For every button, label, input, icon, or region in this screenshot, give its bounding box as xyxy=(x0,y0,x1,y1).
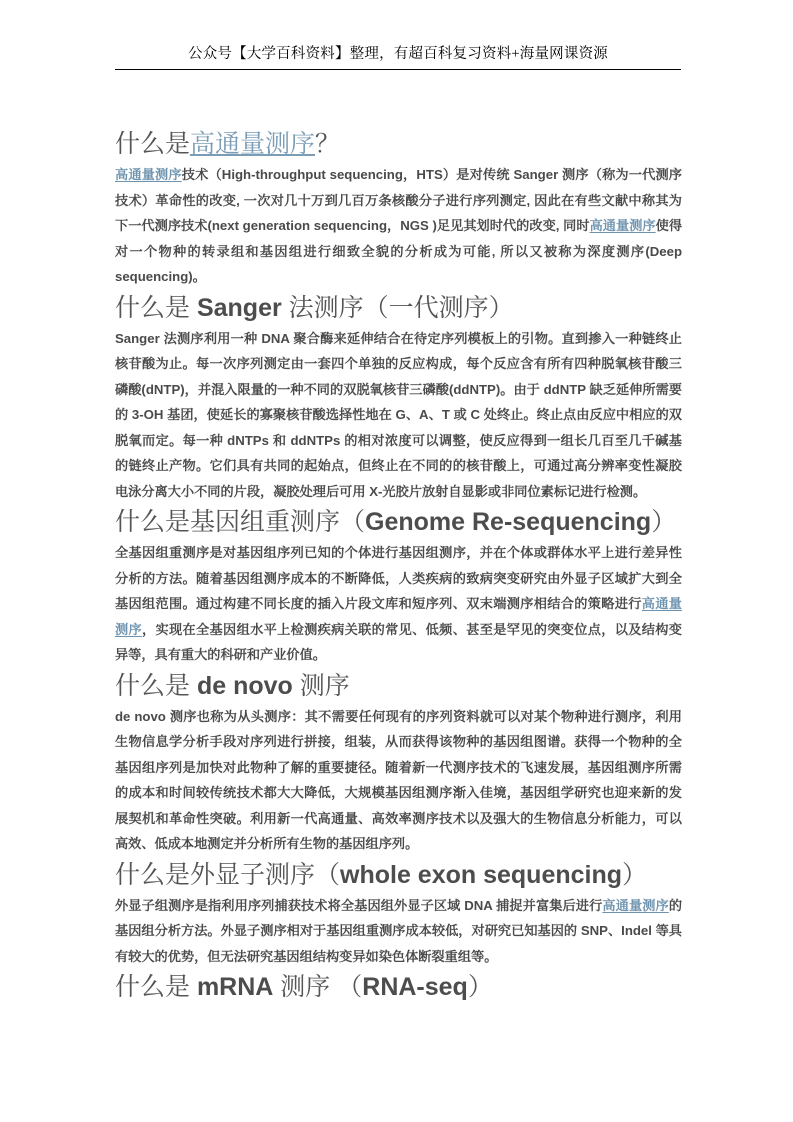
heading-prefix: 什么是 xyxy=(115,671,197,700)
paragraph-text-part-2: 使得对一个物种的转录组和基因组进行细致全貌的分析成为可能, 所以又被称为深度测序(Deep sequencing)。 xyxy=(115,218,683,284)
heading-english-term: Sanger xyxy=(196,293,282,322)
heading-middle: 测序 （ xyxy=(273,973,363,1001)
heading-suffix: ？ xyxy=(315,130,341,158)
heading-prefix: 什么是 xyxy=(115,293,197,322)
heading-english-term: Genome Re-sequencing xyxy=(365,508,652,536)
paragraph-sanger-sequencing: Sanger 法测序利用一种 DNA 聚合酶来延伸结合在待定序列模板上的引物。直到掺入一种链终止核苷酸为止。每一次序列测定由一套四个单独的反应构成，每个反应含有所有四种脱氧核苷酸三磷酸(dNTP)，并混入限量的一种不同的双脱氧核苷三磷酸(ddNTP)。由于 ddNTP 缺乏延伸所需要的 3-OH 基团，使延长的寡聚核苷酸选择性地在 G、A、T 或 C 处终止。终止点由反应中相应的双脱氧而定。每一种 dNTPs 和 ddNTPs 的相对浓度可以调整，使反应得到一组长几百至几千碱基的链终止产物。它们具有共同的起始点，但终止在不同的的核苷酸上，可通过高分辨率变性凝胶电泳分离大小不同的片段，凝胶处理后可用 X-光胶片放射自显影或非同位素标记进行检测。 xyxy=(115,330,682,499)
heading-suffix: ） xyxy=(622,860,648,889)
heading-prefix: 什么是 xyxy=(115,973,197,1001)
inline-link-hts-2[interactable]: 高通量测序 xyxy=(589,218,656,233)
heading-mrna-sequencing xyxy=(115,969,682,1005)
document-header xyxy=(115,44,681,78)
paragraph-text-part-2: ，实现在全基因组水平上检测疾病关联的常见、低频、甚至是罕见的突变位点，以及结构变异等，具有重大的科研和产业价值。 xyxy=(115,621,682,662)
inline-link-hts-4[interactable]: 高通量测序 xyxy=(602,897,669,913)
heading-english-term: de novo xyxy=(196,671,293,700)
inline-link-hts-3[interactable]: 高通量测序 xyxy=(115,596,682,637)
paragraph-text-part-1: 全基因组重测序是对基因组序列已知的个体进行基因组测序，并在个体或群体水平上进行差异性分析的方法。随着基因组测序成本的不断降低，人类疾病的致病突变研究由外显子区域扩大到全基因组范围。通过构建不同长度的插入片段文库和短序列、双末端测序相结合的策略进行 xyxy=(115,545,682,611)
paragraph-text-part-1: 技术（High-throughput sequencing，HTS）是对传统 Sanger 测序（称为一代测序技术）革命性的改变, 一次对几十万到几百万条核酸分子进行序列测定, 因此在有些文献中称其为下一代测序技术(next generation sequencing，NGS )足见其划时代的改变, 同时 xyxy=(115,167,682,233)
heading-de-novo-sequencing xyxy=(115,668,682,704)
heading-suffix: ） xyxy=(651,508,677,536)
document-content xyxy=(115,126,682,1005)
heading-english-term-2: RNA-seq xyxy=(362,973,468,1001)
heading-suffix: 法测序（一代测序） xyxy=(281,293,514,322)
heading-whole-exon-sequencing xyxy=(115,857,682,893)
paragraph-high-throughput-sequencing xyxy=(115,162,682,290)
heading-genome-resequencing xyxy=(115,504,682,540)
header-watermark-text: 公众号【大学百科资料】整理，有超百科复习资料+海量网课资源 xyxy=(188,46,608,62)
paragraph-whole-exon-sequencing xyxy=(115,893,682,970)
heading-prefix: 什么是 xyxy=(115,130,191,158)
heading-prefix: 什么是外显子测序（ xyxy=(115,860,341,889)
paragraph-genome-resequencing xyxy=(115,540,682,668)
heading-suffix: ） xyxy=(467,973,493,1001)
paragraph-de-novo-sequencing: de novo 测序也称为从头测序：其不需要任何现有的序列资料就可以对某个物种进行测序，利用生物信息学分析手段对序列进行拼接，组装，从而获得该物种的基因组图谱。获得一个物种的全基因组序列是加快对此物种了解的重要捷径。随着新一代测序技术的飞速发展，基因组测序所需的成本和时间较传统技术都大大降低，大规模基因组测序渐入佳境，基因组学研究也迎来新的发展契机和革命性突破。利用新一代高通量、高效率测序技术以及强大的生物信息分析能力，可以高效、低成本地测定并分析所有生物的基因组序列。 xyxy=(115,708,682,851)
heading-sanger-sequencing xyxy=(115,290,682,326)
heading-suffix: 测序 xyxy=(292,671,350,700)
heading-high-throughput-sequencing xyxy=(115,126,682,162)
heading-english-term: whole exon sequencing xyxy=(340,860,623,889)
inline-link-hts-1[interactable]: 高通量测序 xyxy=(115,167,182,182)
heading-prefix: 什么是基因组重测序（ xyxy=(115,508,366,536)
paragraph-text-part-2: 的基因组分析方法。外显子测序相对于基因组重测序成本较低，对研究已知基因的 SNP、Indel 等具有较大的优势，但无法研究基因组结构变异如染色体断裂重组等。 xyxy=(115,897,682,964)
header-divider xyxy=(115,69,681,70)
paragraph-text-part-1: 外显子组测序是指利用序列捕获技术将全基因组外显子区域 DNA 捕捉并富集后进行 xyxy=(115,897,603,913)
heading-english-term: mRNA xyxy=(196,973,274,1001)
heading-link-hts[interactable]: 高通量测序 xyxy=(190,130,316,158)
